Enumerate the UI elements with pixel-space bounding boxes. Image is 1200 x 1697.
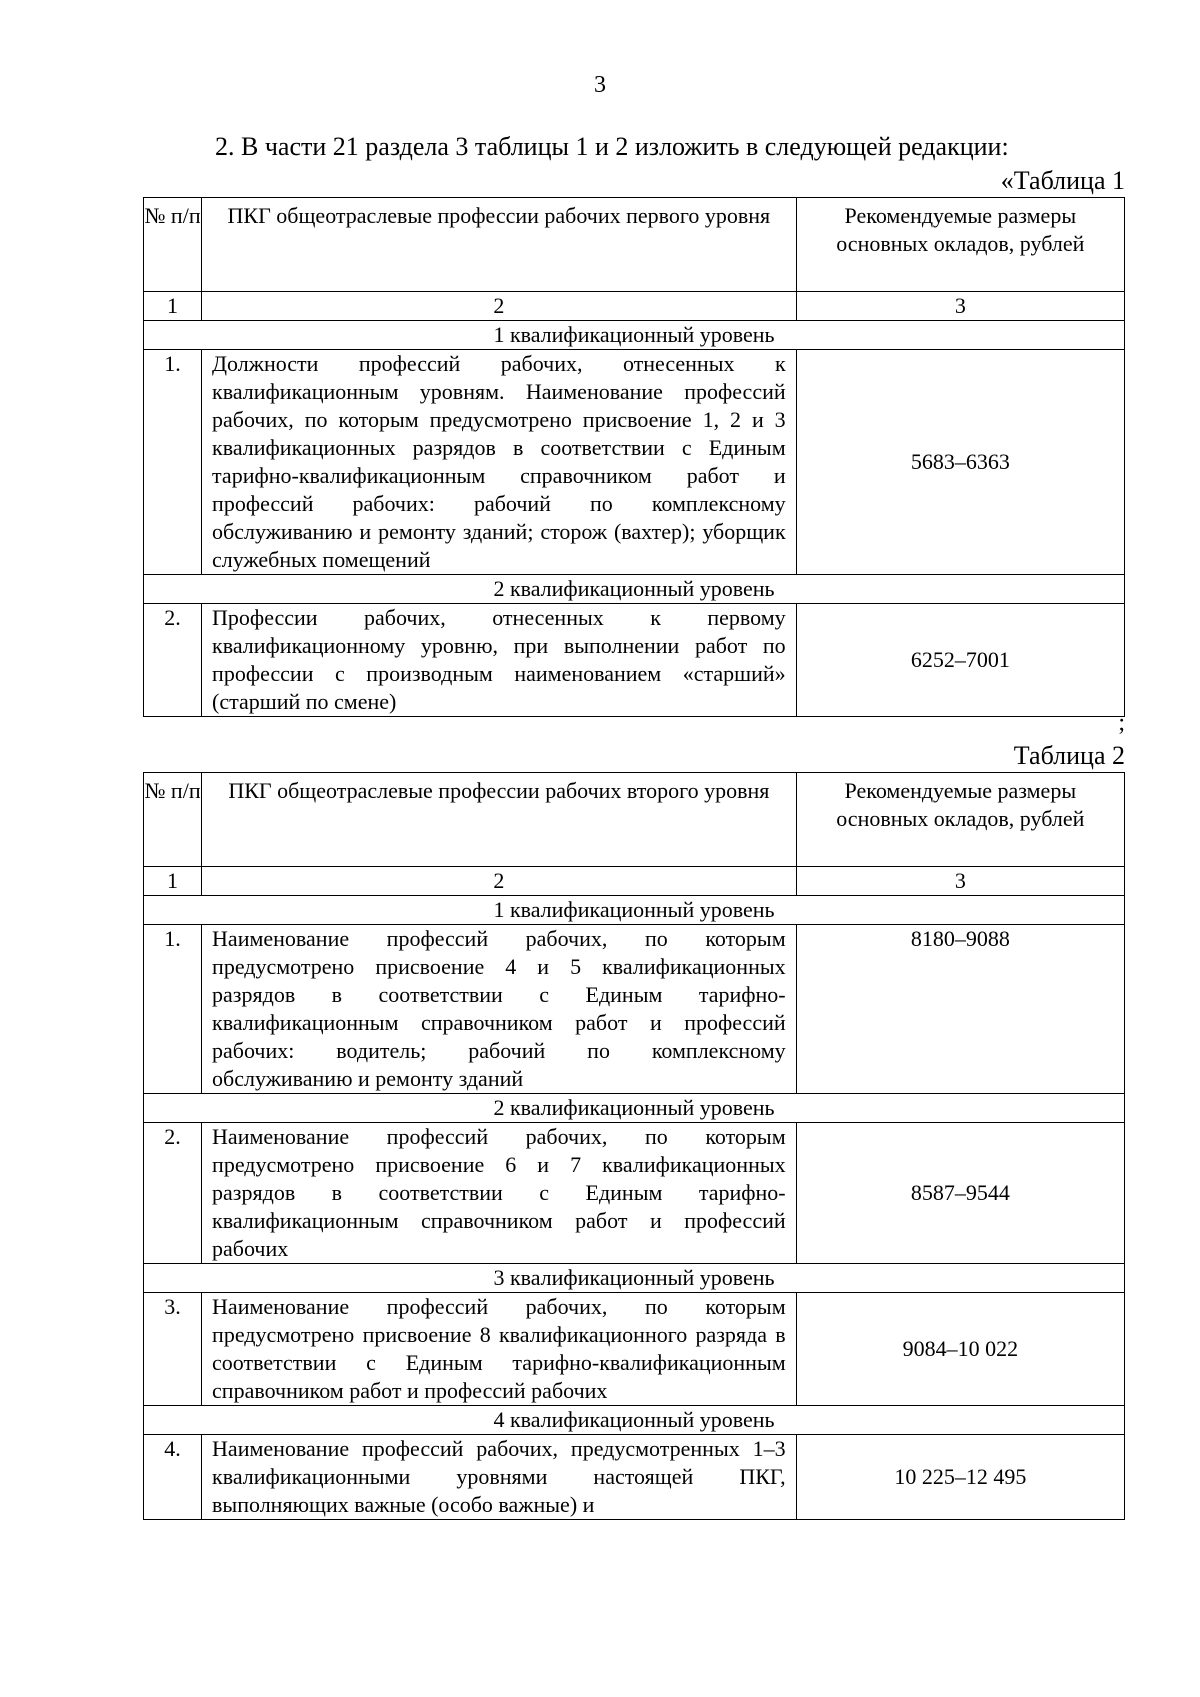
row-number: 4. [144, 1435, 202, 1520]
table1-end-mark: ; [1118, 710, 1125, 736]
row-salary-range: 6252–7001 [796, 604, 1124, 717]
table-2 [143, 772, 1125, 1520]
row-description: Должности профессий рабочих, отнесенных к квалификационным уровням. Наименование профессий рабочих, по которым предусмотрено присвоение 1, 2 и 3 квалификационных разрядов в соответствии с Единым тарифно-квалификационным справочником работ и профессий рабочих: рабочий по комплексному обслуживанию и ремонту зданий; сторож (вахтер); уборщик служебных помещений [202, 350, 797, 575]
table2-column-numbers [144, 867, 1125, 896]
row-number: 3. [144, 1293, 202, 1406]
row-number: 2. [144, 1123, 202, 1264]
table1-row [144, 604, 1125, 717]
table2-colnum-1: 1 [144, 867, 202, 896]
row-salary-range: 5683–6363 [796, 350, 1124, 575]
table2-caption: Таблица 2 [1013, 741, 1125, 770]
table1-level-heading: 2 квалификационный уровень [144, 575, 1125, 604]
row-salary-range: 10 225–12 495 [796, 1435, 1124, 1520]
row-number: 2. [144, 604, 202, 717]
table2-level-heading: 4 квалификационный уровень [144, 1406, 1125, 1435]
row-number: 1. [144, 350, 202, 575]
table1-header-row [144, 198, 1125, 292]
row-description: Наименование профессий рабочих, предусмотренных 1–3 квалификационными уровнями настоящей ПКГ, выполняющих важные (особо важные) и [202, 1435, 797, 1520]
table2-row [144, 1123, 1125, 1264]
table2-level-heading: 1 квалификационный уровень [144, 896, 1125, 925]
row-salary-range: 8587–9544 [796, 1123, 1124, 1264]
table2-row [144, 1293, 1125, 1406]
table-1 [143, 197, 1125, 717]
table2-colnum-3: 3 [796, 867, 1124, 896]
table1-header-salary: Рекомендуемые размеры основных окладов, рублей [796, 198, 1124, 292]
table2-header-row [144, 773, 1125, 867]
table2-row [144, 1435, 1125, 1520]
table1-level-heading: 1 квалификационный уровень [144, 321, 1125, 350]
row-description: Наименование профессий рабочих, по которым предусмотрено присвоение 8 квалификационного разряда в соответствии с Единым тарифно-квалификационным справочником работ и профессий рабочих [202, 1293, 797, 1406]
page-number: 3 [594, 72, 606, 98]
row-salary-range: 9084–10 022 [796, 1293, 1124, 1406]
table2-header-profession: ПКГ общеотраслевые профессии рабочих второго уровня [202, 773, 797, 867]
row-description: Наименование профессий рабочих, по которым предусмотрено присвоение 4 и 5 квалификационных разрядов в соответствии с Единым тарифно-квалификационным справочником работ и профессий рабочих: водитель; рабочий по комплексному обслуживанию и ремонту зданий [202, 925, 797, 1094]
row-number: 1. [144, 925, 202, 1094]
table2-level-heading: 2 квалификационный уровень [144, 1094, 1125, 1123]
table2-header-num: № п/п [144, 773, 202, 867]
table2-header-salary: Рекомендуемые размеры основных окладов, рублей [796, 773, 1124, 867]
table1-colnum-2: 2 [202, 292, 797, 321]
row-description: Профессии рабочих, отнесенных к первому квалификационному уровню, при выполнении работ по профессии с производным наименованием «старший» (старший по смене) [202, 604, 797, 717]
table1-row [144, 350, 1125, 575]
table2-colnum-2: 2 [202, 867, 797, 896]
intro-paragraph: 2. В части 21 раздела 3 таблицы 1 и 2 изложить в следующей редакции: [215, 132, 1009, 161]
table1-header-num: № п/п [144, 198, 202, 292]
row-description: Наименование профессий рабочих, по которым предусмотрено присвоение 6 и 7 квалификационных разрядов в соответствии с Единым тарифно-квалификационным справочником работ и профессий рабочих [202, 1123, 797, 1264]
table1-colnum-3: 3 [796, 292, 1124, 321]
row-salary-range: 8180–9088 [796, 925, 1124, 1094]
table1-header-profession: ПКГ общеотраслевые профессии рабочих первого уровня [202, 198, 797, 292]
table1-colnum-1: 1 [144, 292, 202, 321]
table1-column-numbers [144, 292, 1125, 321]
table2-level-heading: 3 квалификационный уровень [144, 1264, 1125, 1293]
table1-caption: «Таблица 1 [1000, 166, 1125, 195]
table2-row [144, 925, 1125, 1094]
